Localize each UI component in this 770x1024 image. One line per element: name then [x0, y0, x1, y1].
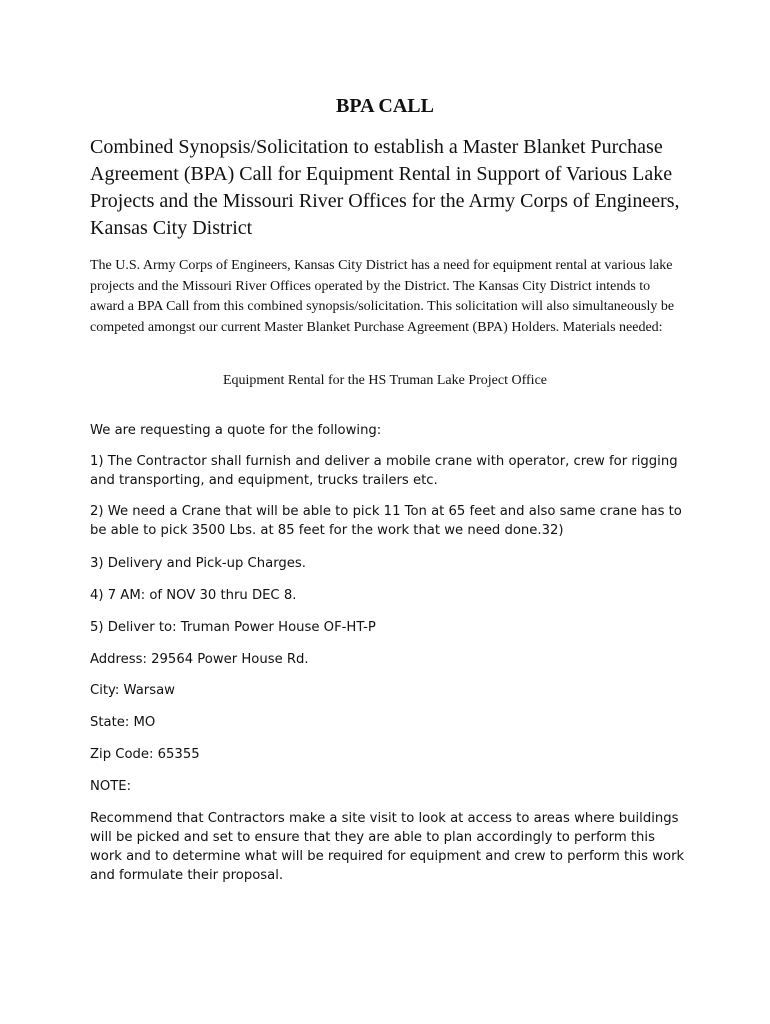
list-item-5: 5) Deliver to: Truman Power House OF-HT-P: [90, 620, 376, 635]
document-subtitle: Combined Synopsis/Solicitation to establish a Master Blanket Purchase Agreement (BPA) Call for Equipment Rental in Support of Various Lake Projects and the Missouri River Offices for the Army Corps of Engineers, Kansas City District: [90, 136, 680, 239]
request-intro: We are requesting a quote for the following:: [90, 423, 382, 438]
document-title: BPA CALL: [336, 95, 434, 117]
list-item-4: 4) 7 AM: of NOV 30 thru DEC 8.: [90, 588, 297, 603]
intro-paragraph: The U.S. Army Corps of Engineers, Kansas City District has a need for equipment rental at various lake projects and the Missouri River Offices operated by the District. The Kansas City District intends to award a BPA Call from this combined synopsis/solicitation. This solicitation will also simultaneously be competed amongst our current Master Blanket Purchase Agreement (BPA) Holders. Materials needed:: [90, 258, 675, 335]
address-line: Address: 29564 Power House Rd.: [90, 652, 309, 667]
note-label: NOTE:: [90, 779, 132, 794]
project-office-line: Equipment Rental for the HS Truman Lake Project Office: [222, 373, 547, 388]
note-text: Recommend that Contractors make a site visit to look at access to areas where buildings will be picked and set to ensure that they are able to plan accordingly to perform this work and to determine what will be required for equipment and crew to perform this work and formulate their proposal.: [90, 811, 685, 883]
city-line: City: Warsaw: [90, 683, 175, 698]
list-item-1: 1) The Contractor shall furnish and deliver a mobile crane with operator, crew for rigging and transporting, and equipment, trucks trailers etc.: [90, 454, 678, 488]
list-item-2: 2) We need a Crane that will be able to pick 11 Ton at 65 feet and also same crane has to be able to pick 3500 Lbs. at 85 feet for the work that we need done.32): [90, 504, 682, 538]
zip-line: Zip Code: 65355: [90, 747, 200, 762]
state-line: State: MO: [90, 715, 156, 730]
list-item-3: 3) Delivery and Pick-up Charges.: [90, 556, 306, 571]
